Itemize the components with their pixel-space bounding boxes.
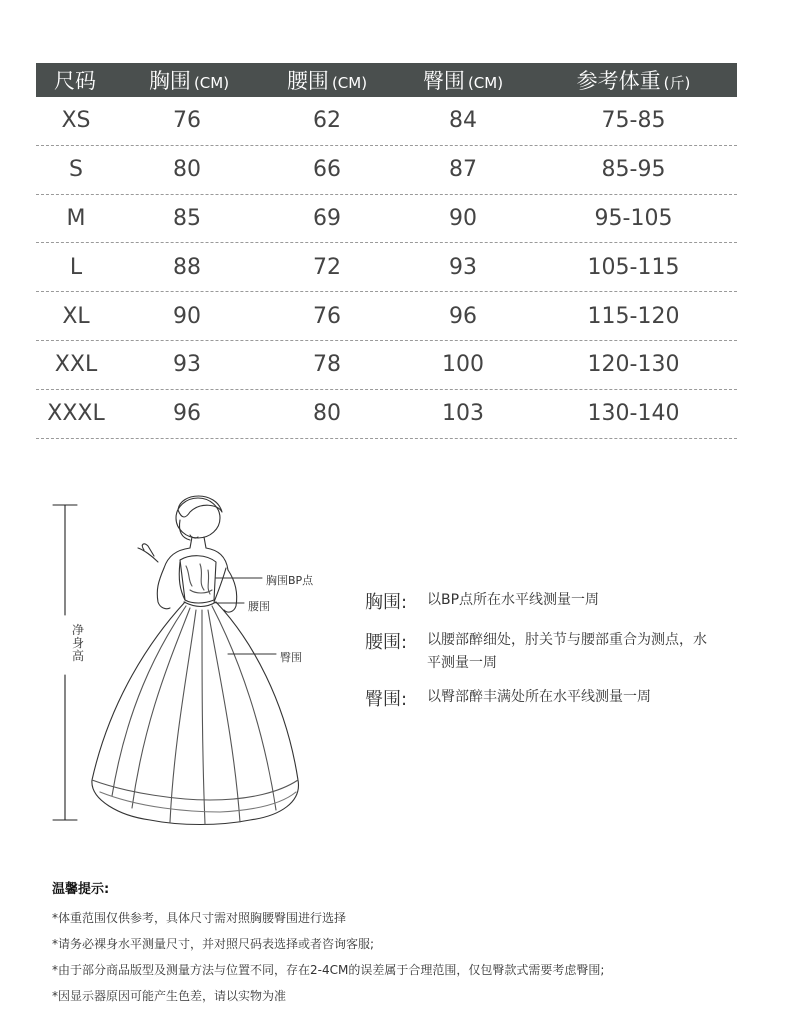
cell-size: XS <box>61 108 91 134</box>
cell-hip: 90 <box>449 205 477 231</box>
header-bust: 胸围 (CM) <box>148 69 230 93</box>
header-waist: 腰围 (CM) <box>286 69 368 93</box>
cell-hip: 103 <box>442 401 484 427</box>
note-item: *由于部分商品版型及测量方法与位置不同，存在2-4CM的误差属于合理范围，仅包臀款式需要考虑臀围; <box>52 963 605 977</box>
notes-title: 温馨提示: <box>52 882 110 897</box>
height-label: 净身高 <box>71 623 84 663</box>
definition-text: 以BP点所在水平线测量一周 <box>427 592 600 608</box>
cell-size: S <box>69 157 83 183</box>
cell-weight: 120-130 <box>587 352 680 378</box>
cell-bust: 88 <box>173 254 201 280</box>
cell-waist: 66 <box>313 157 341 183</box>
cell-size: XL <box>62 303 90 329</box>
cell-waist: 78 <box>313 352 341 378</box>
table-header <box>36 63 737 97</box>
cell-size: M <box>66 205 86 231</box>
definition-term: 臀围: <box>365 689 408 710</box>
table-row <box>36 292 737 341</box>
table-row <box>36 146 737 195</box>
definition-text: 以臀部醉丰满处所在水平线测量一周 <box>427 689 651 705</box>
cell-hip: 93 <box>449 254 477 280</box>
definition-text: 以腰部醉细处，肘关节与腰部重合为测点，水平测量一周 <box>427 632 707 671</box>
measurement-figure <box>40 490 360 840</box>
definition-waist <box>365 628 725 675</box>
cell-bust: 90 <box>173 303 201 329</box>
cell-size: XXXL <box>47 401 105 427</box>
cell-bust: 93 <box>173 352 201 378</box>
cell-waist: 80 <box>313 401 341 427</box>
cell-weight: 95-105 <box>594 205 673 231</box>
table-row <box>36 97 737 146</box>
cell-bust: 80 <box>173 157 201 183</box>
callout-waist: 腰围 <box>248 600 270 613</box>
callout-bust: 胸围BP点 <box>266 574 314 587</box>
cell-bust: 76 <box>173 108 201 134</box>
cell-waist: 72 <box>313 254 341 280</box>
note-item: *请务必裸身水平测量尺寸，并对照尺码表选择或者咨询客服; <box>52 937 375 951</box>
cell-bust: 96 <box>173 401 201 427</box>
table-row <box>36 195 737 244</box>
cell-hip: 96 <box>449 303 477 329</box>
note-item: *体重范围仅供参考，具体尺寸需对照胸腰臀围进行选择 <box>52 911 347 925</box>
notes-section <box>52 878 752 1009</box>
cell-size: L <box>69 254 83 280</box>
size-table <box>36 63 737 439</box>
cell-waist: 76 <box>313 303 341 329</box>
header-hip: 臀围 (CM) <box>422 69 504 93</box>
cell-waist: 62 <box>313 108 341 134</box>
header-size: 尺码 <box>54 69 96 93</box>
cell-weight: 85-95 <box>601 157 666 183</box>
table-row <box>36 243 737 292</box>
cell-weight: 115-120 <box>587 303 680 329</box>
cell-hip: 100 <box>442 352 484 378</box>
header-weight: 参考体重 (斤) <box>576 69 691 93</box>
measurement-definitions <box>365 588 725 721</box>
cell-weight: 75-85 <box>601 108 666 134</box>
cell-waist: 69 <box>313 205 341 231</box>
gown-illustration <box>40 490 360 840</box>
cell-weight: 105-115 <box>587 254 680 280</box>
definition-term: 腰围: <box>365 632 408 653</box>
cell-size: XXL <box>54 352 98 378</box>
cell-hip: 84 <box>449 108 477 134</box>
definition-hip <box>365 685 725 711</box>
cell-hip: 87 <box>449 157 477 183</box>
cell-bust: 85 <box>173 205 201 231</box>
note-item: *因显示器原因可能产生色差，请以实物为准 <box>52 989 287 1003</box>
cell-weight: 130-140 <box>587 401 680 427</box>
table-row <box>36 390 737 439</box>
callout-hip: 臀围 <box>280 651 302 664</box>
definition-bust <box>365 588 725 614</box>
definition-term: 胸围: <box>365 592 408 613</box>
table-row <box>36 341 737 390</box>
